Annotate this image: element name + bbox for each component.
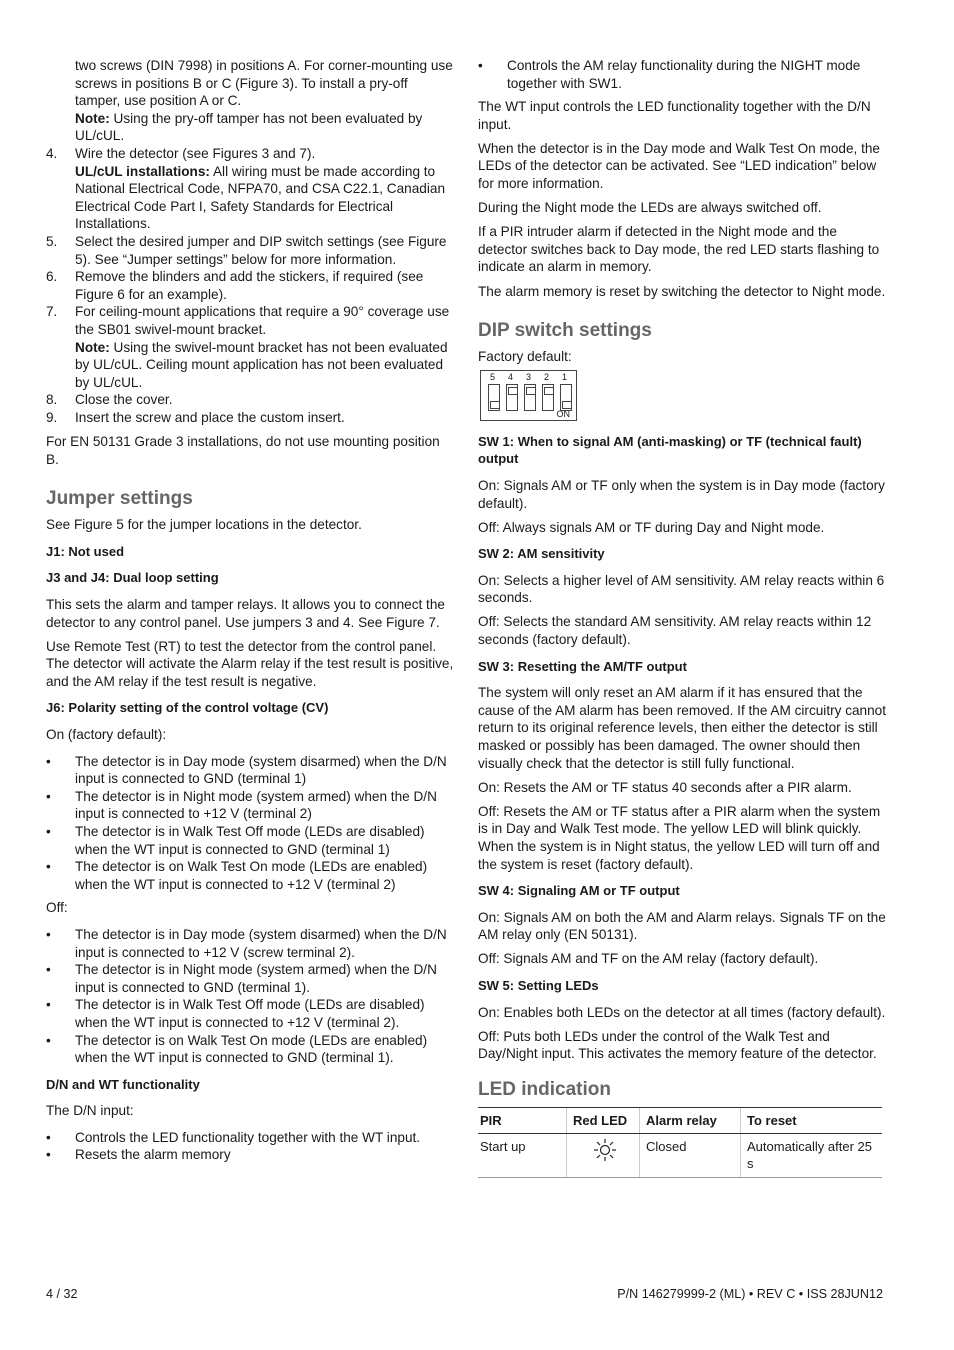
ul-note	[75, 163, 454, 233]
sw4-off: Off: Signals AM and TF on the AM relay (factory default).	[478, 951, 819, 967]
sw1-off: Off: Always signals AM or TF during Day and Night mode.	[478, 519, 825, 535]
dn-intro: The D/N input:	[46, 1103, 134, 1119]
dip-switch-2	[542, 384, 554, 411]
step-4	[46, 145, 454, 233]
j34-paragraph-2: Use Remote Test (RT) to test the detector from the control panel. The detector will activate the Alarm relay if the test result is positive, and the AM relay if the test result is negative.	[46, 638, 454, 689]
sw4-on: On: Signals AM on both the AM and Alarm relays. Signals TF on the AM relay only (EN 50131).	[478, 909, 886, 943]
dn-wt-heading: D/N and WT functionality	[46, 1076, 200, 1092]
list-item: • The detector is in Night mode (system armed) when the D/N input is connected to +12 V (terminal 2)	[46, 788, 454, 823]
step3-text: two screws (DIN 7998) in positions A. For corner-mounting use screws in positions B or C (Figure 3). To install a pry-off tamper, use position A or C.	[75, 58, 453, 109]
sw2-heading: SW 2: AM sensitivity	[478, 546, 605, 562]
factory-default-label: Factory default:	[478, 349, 572, 365]
list-item: • Resets the alarm memory	[46, 1146, 454, 1164]
step-number: 4.	[46, 145, 58, 161]
ul-note-text: All wiring must be made according to National Electrical Code, NFPA70, and CSA C22.1, Canadian Electrical Code Part I, Safety Standards for Electrical Installations.	[75, 163, 446, 232]
paragraph: During the Night mode the LEDs are always switched off.	[478, 200, 822, 216]
dip-switch-label: 4	[508, 371, 514, 382]
table-cell: Closed	[640, 1133, 741, 1177]
step-9	[46, 409, 454, 427]
sw1-heading: SW 1: When to signal AM (anti-masking) or TF (technical fault) output	[478, 433, 862, 467]
column-header: Alarm relay	[640, 1107, 741, 1133]
dip-switch-diagram	[480, 370, 577, 421]
sw5-heading: SW 5: Setting LEDs	[478, 978, 599, 994]
swivel-note-label: Note:	[75, 339, 110, 355]
dn-list-continued	[478, 57, 886, 92]
jumper-intro: See Figure 5 for the jumper locations in the detector.	[46, 517, 362, 533]
dip-switch-knob	[508, 387, 518, 395]
sw3-heading: SW 3: Resetting the AM/TF output	[478, 658, 687, 674]
dip-switch-knob	[544, 387, 554, 395]
step-text: Insert the screw and place the custom insert.	[75, 409, 345, 425]
sw5-off: Off: Puts both LEDs under the control of the Walk Test and Day/Night input. This activates the memory feature of the detector.	[478, 1028, 877, 1062]
dn-list	[46, 1129, 454, 1164]
list-item: • The detector is in Walk Test Off mode (LEDs are disabled) when the WT input is connected to +12 V (terminal 2).	[46, 996, 454, 1031]
jumper-settings-heading: Jumper settings	[46, 488, 193, 510]
paragraph: The alarm memory is reset by switching the detector to Night mode.	[478, 283, 886, 299]
table-cell: Start up	[478, 1133, 567, 1177]
step-text: Wire the detector (see Figures 3 and 7).	[75, 145, 316, 161]
dip-switch-knob	[562, 401, 572, 409]
j34-paragraph-1: This sets the alarm and tamper relays. It allows you to connect the detector to any control panel. Use jumpers 3 and 4. See Figure 7.	[46, 596, 445, 630]
paragraph: If a PIR intruder alarm if detected in the Night mode and the detector switches back to Day mode, the red LED starts flashing to indicate an alarm in memory.	[478, 224, 880, 275]
step-6	[46, 268, 454, 303]
dip-switch-1	[560, 384, 572, 411]
dip-switch-label: 5	[490, 371, 496, 382]
led-indication-heading: LED indication	[478, 1078, 611, 1100]
dip-switch-4	[506, 384, 518, 411]
dip-switch-3	[524, 384, 536, 411]
step-number: 5.	[46, 233, 58, 249]
on-list	[46, 753, 454, 894]
table-cell: Automatically after 25 s	[741, 1133, 883, 1177]
right-column	[478, 57, 886, 1178]
column-header: To reset	[741, 1107, 883, 1133]
table-row	[478, 1133, 882, 1177]
column-header: PIR	[478, 1107, 567, 1133]
step-text: Select the desired jumper and DIP switch settings (see Figure 5). See “Jumper settings” below for more information.	[75, 233, 447, 267]
table-header-row	[478, 1107, 882, 1133]
page-number: 4 / 32	[46, 1287, 78, 1301]
list-item: • The detector is in Day mode (system disarmed) when the D/N input is connected to +12 V (screw terminal 2).	[46, 926, 454, 961]
part-number: P/N 146279999-2 (ML) • REV C • ISS 28JUN12	[617, 1287, 883, 1301]
dip-switch-knob	[526, 387, 536, 395]
dip-on-label: ON	[556, 408, 570, 419]
dip-switch-5	[488, 384, 500, 411]
j34-heading: J3 and J4: Dual loop setting	[46, 570, 219, 586]
step-text: Close the cover.	[75, 392, 173, 408]
step-text: For ceiling-mount applications that require a 90° coverage use the SB01 swivel-mount bracket.	[75, 304, 450, 337]
swivel-note-text: Using the swivel-mount bracket has not been evaluated by UL/cUL. Ceiling mount application has not been evaluated by UL/cUL.	[75, 339, 448, 390]
led-flashing-icon	[593, 1138, 617, 1167]
sw4-heading: SW 4: Signaling AM or TF output	[478, 883, 680, 899]
dip-switch-label: 3	[526, 371, 532, 382]
step3-continuation	[46, 57, 454, 145]
left-column	[46, 57, 454, 1170]
step-number: 6.	[46, 269, 58, 285]
off-label: Off:	[46, 900, 68, 916]
list-item: • The detector is in Night mode (system armed) when the D/N input is connected to GND (terminal 1).	[46, 961, 454, 996]
j1-heading: J1: Not used	[46, 543, 125, 559]
sw1-on: On: Signals AM or TF only when the system is in Day mode (factory default).	[478, 477, 885, 511]
step-8	[46, 391, 454, 409]
list-item: • The detector is in Walk Test Off mode (LEDs are disabled) when the WT input is connected to GND (terminal 1)	[46, 823, 454, 858]
step-number: 8.	[46, 392, 58, 408]
note-text: Using the pry-off tamper has not been evaluated by UL/cUL.	[75, 110, 423, 144]
ul-note-label: UL/cUL installations:	[75, 163, 210, 179]
list-item: • The detector is in Day mode (system disarmed) when the D/N input is connected to GND (terminal 1)	[46, 753, 454, 788]
list-item: • Controls the LED functionality together with the WT input.	[46, 1129, 454, 1147]
on-label: On (factory default):	[46, 727, 167, 742]
en-note: For EN 50131 Grade 3 installations, do not use mounting position B.	[46, 433, 440, 467]
dip-switch-heading: DIP switch settings	[478, 320, 652, 342]
swivel-note	[75, 339, 454, 392]
sw3-on: On: Resets the AM or TF status 40 seconds after a PIR alarm.	[478, 779, 852, 795]
column-header: Red LED	[567, 1107, 640, 1133]
sw3-off: Off: Resets the AM or TF status after a PIR alarm when the system is in Day and Walk Test mode. The yellow LED will blink quickly. When the system is in Night status, the yellow LED will turn off and the system is reset (factory default).	[478, 803, 881, 872]
sw2-off: Off: Selects the standard AM sensitivity. AM relay reacts within 12 seconds (factory default).	[478, 614, 872, 648]
led-table	[478, 1107, 882, 1178]
off-list	[46, 926, 454, 1067]
note-label: Note:	[75, 110, 110, 126]
j6-heading: J6: Polarity setting of the control voltage (CV)	[46, 700, 329, 716]
paragraph: When the detector is in the Day mode and Walk Test On mode, the LEDs of the detector can be activated. See “LED indication” below for more information.	[478, 140, 880, 192]
list-item: • The detector is on Walk Test On mode (LEDs are enabled) when the WT input is connected to GND (terminal 1).	[46, 1032, 454, 1067]
step-number: 9.	[46, 409, 58, 425]
dip-switch-knob	[490, 401, 500, 409]
step-text: Remove the blinders and add the stickers, if required (see Figure 6 for an example).	[75, 269, 424, 302]
table-cell	[567, 1133, 640, 1177]
dip-switch-label: 2	[544, 371, 550, 382]
list-item: • Controls the AM relay functionality during the NIGHT mode together with SW1.	[478, 57, 886, 92]
step-5	[46, 233, 454, 268]
step-7	[46, 303, 454, 391]
sw5-on: On: Enables both LEDs on the detector at all times (factory default).	[478, 1004, 886, 1020]
sw3-paragraph: The system will only reset an AM alarm if it has ensured that the cause of the AM alarm has been removed. If the AM circuitry cannot return to its original reference levels, then either the detector is still masked or possibly has been damaged. The owner should then visually check that the detector is still fully functional.	[478, 685, 887, 771]
list-item: • The detector is on Walk Test On mode (LEDs are enabled) when the WT input is connected to +12 V (terminal 2)	[46, 858, 454, 893]
paragraph: The WT input controls the LED functionality together with the D/N input.	[478, 99, 871, 132]
step-number: 7.	[46, 304, 58, 320]
sw2-on: On: Selects a higher level of AM sensitivity. AM relay reacts within 6 seconds.	[478, 572, 885, 606]
dip-switch-label: 1	[562, 371, 568, 382]
